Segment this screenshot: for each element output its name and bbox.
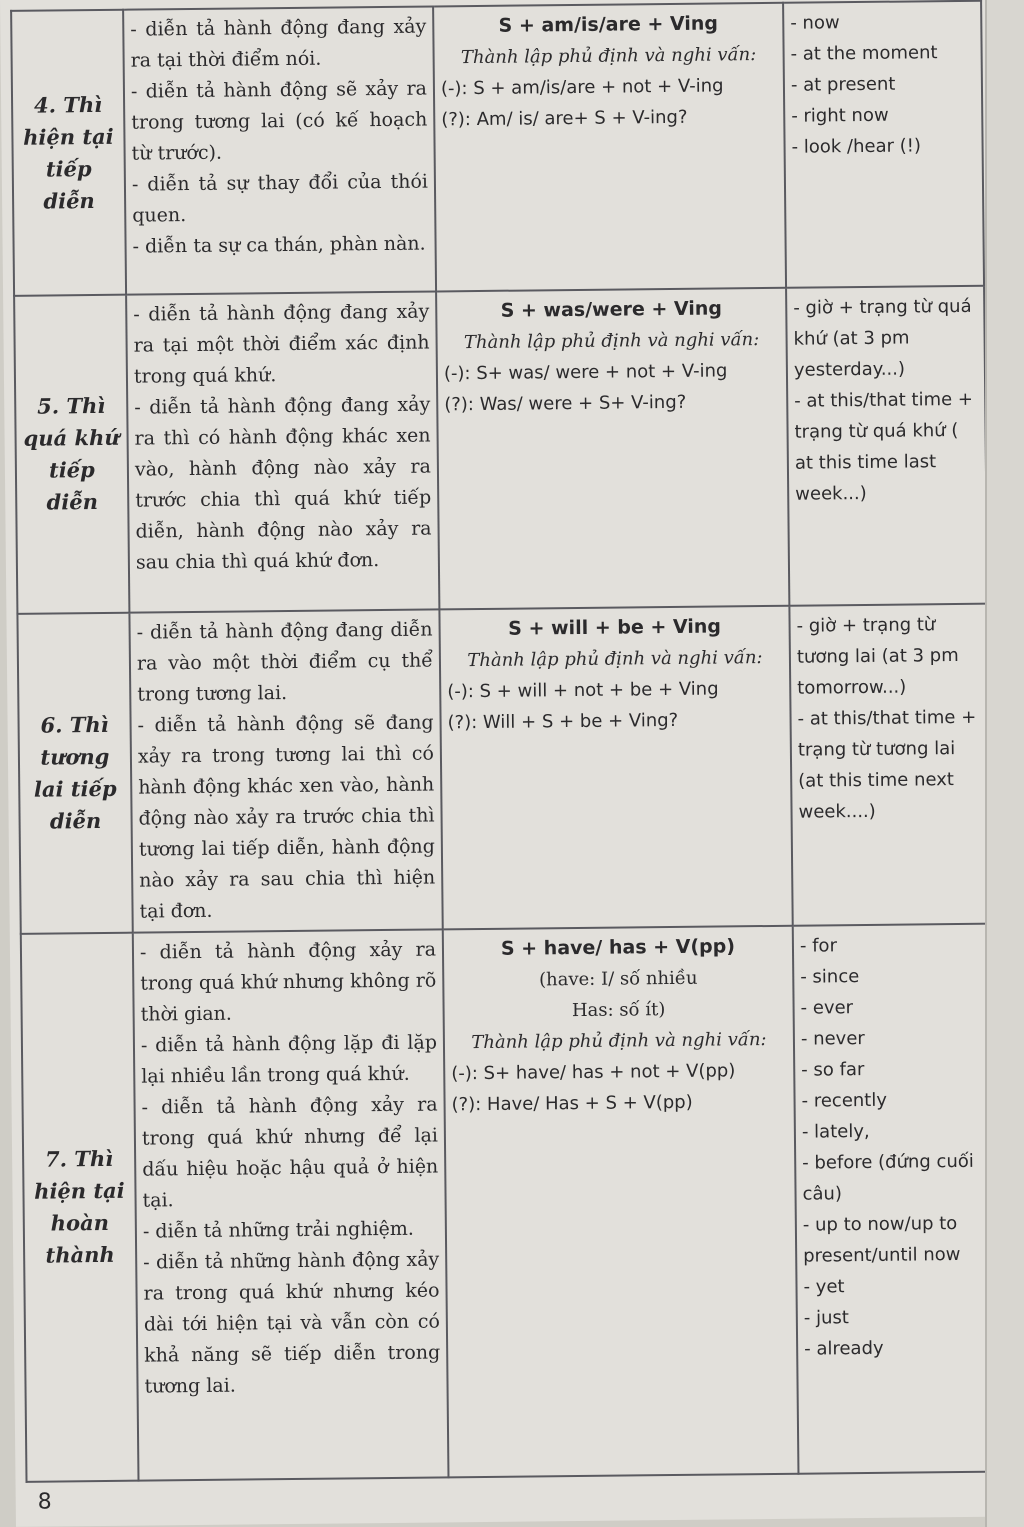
form-subtitle: Thành lập phủ định và nghi vấn: [460,44,757,69]
usage-item: - diễn tả hành động sẽ xảy ra trong tương lai (có kế hoạch từ trước). [130,77,428,165]
tense-name: 6. Thì tương lai tiếp diễn [17,613,132,934]
signal-item: - at this/that time + trạng từ quá khứ ( at this time last week...) [794,388,974,505]
signal-item: - already [804,1337,884,1360]
signals-cell [783,1,984,288]
signal-item: - giờ + trạng từ tương lai (at 3 pm tomorrow...) [796,614,959,699]
signal-item: - so far [801,1059,865,1081]
usage-cell [129,609,442,932]
signal-item: - now [790,12,840,34]
usage-item: - diễn tả hành động đang xảy ra tại thời điểm nói. [130,15,427,72]
form-negative: (-): S + am/is/are + not + V-ing [440,75,724,100]
signal-item: - just [803,1307,850,1329]
signal-item: - up to now/up to present/until now [802,1213,961,1267]
usage-item: - diễn tả hành động sẽ đang xảy ra trong tương lai thì có hành động khác xen vào, hành động nào xảy ra trước chia thì tương lai tiếp diễn, hành động nào xảy ra sau chia thì hiện tại đơn. [137,711,436,923]
signals-cell [786,286,987,606]
table-row [17,604,990,934]
table-row [14,286,987,614]
usage-item: - diễn ta sự ca thán, phàn nàn. [132,232,426,258]
table-row [21,924,997,1482]
signal-item: (at this time next week....) [798,769,954,823]
signal-item: - at present [790,73,896,96]
tense-name: 4. Thì hiện tại tiếp diễn [11,10,126,296]
usage-item: - diễn tả hành động đang xảy ra thì có hành động khác xen vào, hành động nào xảy ra trước chia thì quá khứ tiếp diễn, hành động nào xảy ra sau chia thì quá khứ đơn. [134,393,432,574]
form-formula: S + have/ has + V(pp) [500,935,736,960]
usage-item: - diễn tả hành động đang xảy ra tại một thời điểm xác định trong quá khứ. [133,300,430,388]
form-cell [443,926,799,1478]
form-negative: (-): S+ have/ has + not + V(pp) [451,1060,736,1085]
form-question: (?): Will + S + be + Ving? [447,709,679,734]
signal-item: - before (đứng cuối câu) [802,1150,974,1205]
table-row [11,1,984,296]
form-negative: (-): S + will + not + be + Ving [447,678,719,703]
form-negative: (-): S+ was/ were + not + V-ing [443,360,728,385]
signal-item: - recently [801,1089,888,1112]
adjacent-page-edge [985,0,1024,1527]
page-number: 8 [37,1489,52,1515]
signal-item: - for [799,935,838,957]
signal-item: - lately, [801,1120,870,1143]
signal-item: - at the moment [790,42,938,65]
usage-item: - diễn tả những trải nghiệm. [142,1217,415,1243]
signal-item: - yet [803,1276,845,1298]
form-question: (?): Have/ Has + S + V(pp) [451,1091,693,1116]
form-formula: S + will + be + Ving [508,615,722,640]
form-subtitle: Thành lập phủ định và nghi vấn: [467,647,763,672]
form-cell [436,288,789,610]
signal-item: - since [800,966,860,988]
tense-name: 5. Thì quá khứ tiếp diễn [14,295,129,614]
signal-item: - at this/that time + trạng từ tương lai [797,706,977,761]
tense-name: 7. Thì hiện tại hoàn thành [21,933,139,1482]
usage-cell [133,929,449,1480]
form-formula: S + was/were + Ving [500,297,723,322]
signal-item: - look /hear (!) [791,135,922,158]
form-cell [433,3,786,292]
signal-item: - never [800,1028,865,1050]
signals-cell [793,924,997,1474]
signal-item: - giờ + trạng từ quá khứ (at 3 pm yesterday...) [793,295,972,381]
usage-item: - diễn tả hành động lặp đi lặp lại nhiều lần trong quá khứ. [140,1031,438,1088]
usage-item: - diễn tả hành động đang diễn ra vào một thời điểm cụ thể trong tương lai. [136,618,434,706]
form-cell [439,606,792,930]
form-subtitle: Thành lập phủ định và nghi vấn: [463,329,760,354]
form-note: Has: số ít) [571,999,666,1022]
signals-cell [789,604,990,926]
form-note: (have: I/ số nhiều [538,967,698,991]
signal-item: - right now [791,104,889,127]
form-question: (?): Was/ were + S+ V-ing? [444,391,687,416]
grammar-table [10,0,997,1483]
usage-cell [126,291,439,612]
signal-item: - ever [800,997,854,1019]
usage-item: - diễn tả hành động xảy ra trong quá khứ nhưng không rõ thời gian. [139,938,437,1026]
form-formula: S + am/is/are + Ving [498,12,719,37]
form-question: (?): Am/ is/ are+ S + V-ing? [441,106,688,131]
usage-item: - diễn tả những hành động xảy ra trong quá khứ nhưng kéo dài tới hiện tại và vẫn còn có khả năng sẽ tiếp diễn trong tương lai. [143,1248,441,1398]
usage-item: - diễn tả sự thay đổi của thói quen. [131,170,429,227]
usage-cell [123,6,436,294]
usage-item: - diễn tả hành động xảy ra trong quá khứ nhưng để lại dấu hiệu hoặc hậu quả ở hiện tại. [141,1093,439,1212]
form-subtitle: Thành lập phủ định và nghi vấn: [471,1029,767,1054]
